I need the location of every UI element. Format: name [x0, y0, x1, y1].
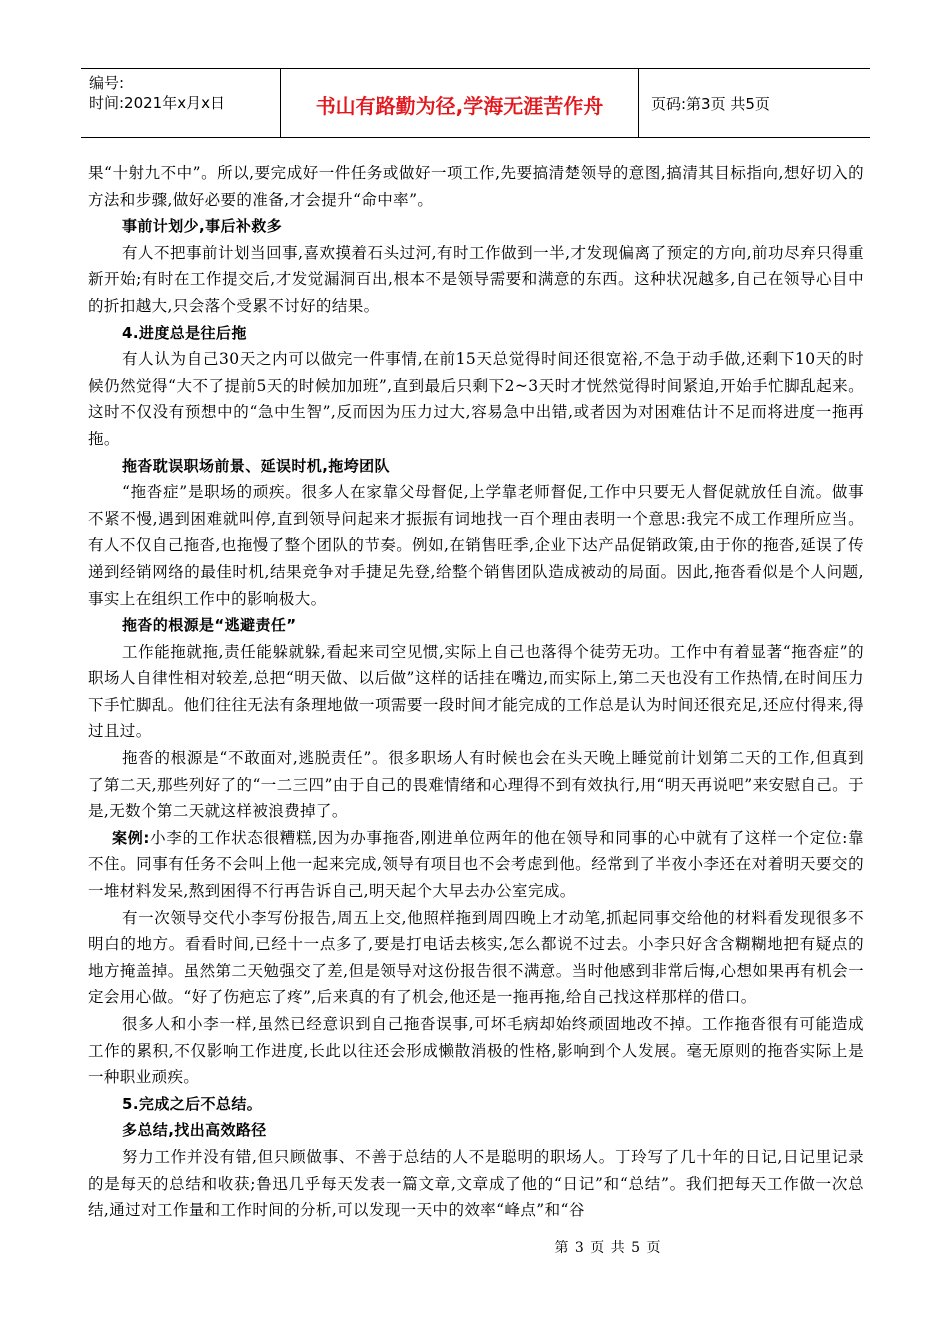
body-paragraph: 很多人和小李一样,虽然已经意识到自己拖沓误事,可坏毛病却始终顽固地改不掉。工作拖沓很有可能造成工作的累积,不仅影响工作进度,长此以往还会形成懒散消极的性格,影响到个人发展。毫无原则的拖沓实际上是一种职业顽疾。	[88, 1015, 864, 1087]
body-paragraph: “拖沓症”是职场的顽疾。很多人在家靠父母督促,上学靠老师督促,工作中只要无人督促就放任自流。做事不紧不慢,遇到困难就叫停,直到领导问起来才振振有词地找一百个理由表明一个意思:我完不成工作理所应当。有人不仅自己拖沓,也拖慢了整个团队的节奏。例如,在销售旺季,企业下达产品促销政策,由于你的拖沓,延误了传递到经销网络的最佳时机,结果竞争对手捷足先登,给整个销售团队造成被动的局面。因此,拖沓看似是个人问题,事实上在组织工作中的影响极大。	[88, 483, 864, 608]
section-heading: 拖沓耽误职场前景、延误时机,拖垮团队	[122, 456, 390, 475]
document-number-label: 编号:	[89, 74, 125, 92]
body-paragraph: 有一次领导交代小李写份报告,周五上交,他照样拖到周四晚上才动笔,抓起同事交给他的材料看发现很多不明白的地方。看看时间,已经十一点多了,要是打电话去核实,怎么都说不过去。小李只好含含糊糊地把有疑点的地方掩盖掉。虽然第二天勉强交了差,但是领导对这份报告很不满意。当时他感到非常后悔,心想如果再有机会一定会用心做。“好了伤疤忘了疼”,后来真的有了机会,他还是一拖再拖,给自己找这样那样的借口。	[88, 908, 864, 1007]
case-text: 小李的工作状态很糟糕,因为办事拖沓,刚进单位两年的他在领导和同事的心中就有了这样一个定位:靠不住。同事有任务不会叫上他一起来完成,领导有项目也不会考虑到他。经常到了半夜小李还在对着明天要交的一堆材料发呆,熬到困得不行再告诉自己,明天起个大早去办公室完成。	[88, 828, 865, 901]
footer-page-number: 第 3 页 共 5 页	[554, 1240, 662, 1256]
case-paragraph	[88, 825, 864, 905]
section-heading: 4.进度总是往后拖	[122, 323, 247, 342]
header-motto: 书山有路勤为径,学海无涯苦作舟	[281, 69, 639, 137]
document-body	[88, 160, 864, 1224]
header-page-info: 页码:第3页 共5页	[651, 94, 770, 113]
header-table	[81, 68, 870, 138]
body-paragraph: 有人认为自己30天之内可以做完一件事情,在前15天总觉得时间还很宽裕,不急于动手做,还剩下10天的时候仍然觉得“大不了提前5天的时候加加班”,直到最后只剩下2~3天时才恍然觉得时间紧迫,开始手忙脚乱起来。这时不仅没有预想中的“急中生智”,反而因为压力过大,容易急中出错,或者因为对困难估计不足而将进度一拖再拖。	[88, 350, 864, 448]
page-footer	[0, 1237, 950, 1257]
document-time-label: 时间:2021年x月x日	[89, 94, 225, 112]
body-paragraph: 工作能拖就拖,责任能躲就躲,看起来司空见惯,实际上自己也落得个徒劳无功。工作中有着显著“拖沓症”的职场人自律性相对较差,总把“明天做、以后做”这样的话挂在嘴边,而实际上,第二天也没有工作热情,在时间压力下手忙脚乱。他们往往无法有条理地做一项需要一段时间才能完成的工作总是认为时间还很充足,还应付得来,得过且过。	[88, 642, 864, 741]
header-meta	[81, 69, 281, 137]
section-heading: 5.完成之后不总结。	[122, 1094, 263, 1113]
section-heading: 多总结,找出高效路径	[122, 1121, 267, 1140]
body-paragraph: 有人不把事前计划当回事,喜欢摸着石头过河,有时工作做到一半,才发现偏离了预定的方向,前功尽弃只得重新开始;有时在工作提交后,才发觉漏洞百出,根本不是领导需要和满意的东西。这种状况越多,自己在领导心目中的折扣越大,只会落个受累不讨好的结果。	[88, 243, 864, 315]
section-heading: 事前计划少,事后补救多	[122, 217, 283, 236]
continued-paragraph: 果“十射九不中”。所以,要完成好一件任务或做好一项工作,先要搞清楚领导的意图,搞清其目标指向,想好切入的方法和步骤,做好必要的准备,才会提升“命中率”。	[88, 164, 864, 209]
body-paragraph: 努力工作并没有错,但只顾做事、不善于总结的人不是聪明的职场人。丁玲写了几十年的日记,日记里记录的是每天的总结和收获;鲁迅几乎每天发表一篇文章,文章成了他的“日记”和“总结”。我们把每天工作做一次总结,通过对工作量和工作时间的分析,可以发现一天中的效率“峰点”和“谷	[88, 1147, 864, 1220]
case-label: 案例:	[112, 828, 150, 847]
body-paragraph: 拖沓的根源是“不敢面对,逃脱责任”。很多职场人有时候也会在头天晚上睡觉前计划第二天的工作,但真到了第二天,那些列好了的“一二三四”由于自己的畏难情绪和心理得不到有效执行,用“明天再说吧”来安慰自己。于是,无数个第二天就这样被浪费掉了。	[88, 749, 864, 821]
section-heading: 拖沓的根源是“逃避责任”	[122, 616, 297, 635]
